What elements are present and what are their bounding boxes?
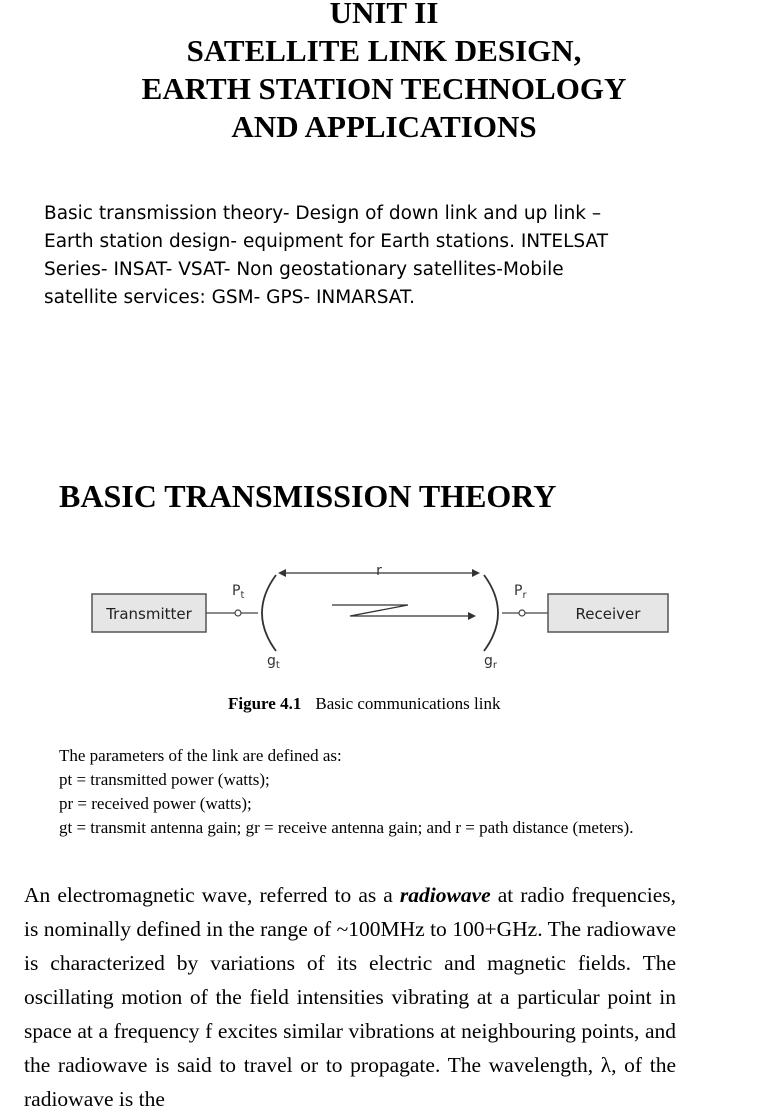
distance-label: r [376,563,382,579]
pr-subscript: r [522,590,527,601]
transmitter-antenna-dish [262,575,276,651]
gr-subscript: r [492,660,498,671]
unit-title-line-2: SATELLITE LINK DESIGN, [186,33,582,68]
body-paragraph [24,878,676,1116]
gr-label: g [484,653,493,669]
receiver-feed-point [519,610,525,616]
figure-number: Figure 4.1 [228,694,302,713]
pt-subscript: t [240,590,245,601]
transmitter-label: Transmitter [106,605,192,623]
receiver-antenna-dish [484,575,498,651]
svg-text:gt [267,653,280,671]
figure-caption-text: Basic communications link [315,694,501,713]
svg-text:Pt [232,583,244,601]
pr-label: P [514,583,523,599]
figure-caption [228,694,500,714]
parameter-gains: gt = transmit antenna gain; gr = receive antenna gain; and r = path distance (meters). [59,818,634,837]
pt-label: P [232,583,241,599]
gt-label: g [267,653,276,669]
transmitter-feed-point [235,610,241,616]
distance-arrow-right-head [472,569,480,577]
unit-title-line-4: AND APPLICATIONS [231,109,537,144]
propagation-zigzag [332,605,472,616]
parameters-intro: The parameters of the link are defined as: [59,746,342,765]
parameter-pr: pr = received power (watts); [59,794,252,813]
svg-text:Pr [514,583,527,601]
body-text-start: An electromagnetic wave, referred to as a [24,883,400,907]
syllabus-topics [44,200,744,312]
communications-link-diagram [80,555,680,685]
distance-arrow-left-head [278,569,286,577]
propagation-arrow-head [468,612,476,620]
syllabus-line: satellite services: GSM- GPS- INMARSAT. [44,287,416,308]
link-parameters [59,744,633,840]
unit-number: UNIT II [329,0,439,30]
gt-subscript: t [275,660,280,671]
receiver-label: Receiver [575,605,641,623]
svg-text:gr [484,653,498,671]
unit-title-line-3: EARTH STATION TECHNOLOGY [141,71,627,106]
syllabus-line: Series- INSAT- VSAT- Non geostationary satellites-Mobile [44,259,564,280]
radiowave-term: radiowave [399,883,491,907]
parameter-pt: pt = transmitted power (watts); [59,770,270,789]
section-heading: BASIC TRANSMISSION THEORY [59,478,557,514]
body-text-rest: at radio frequencies, is nominally defined in the range of ~100MHz to 100+GHz. The radiowave is characterized by variations of its electric and magnetic fields. The oscillating motion of the field intensities vibrating at a particular point in space at a frequency f excites similar vibrations at neighbouring points, and the radiowave is said to travel or to propagate. The wavelength, λ, of the radiowave is the [24,883,676,1111]
syllabus-line: Earth station design- equipment for Earth stations. INTELSAT [44,231,609,252]
syllabus-line: Basic transmission theory- Design of down link and up link – [44,203,602,224]
unit-title [0,0,768,146]
